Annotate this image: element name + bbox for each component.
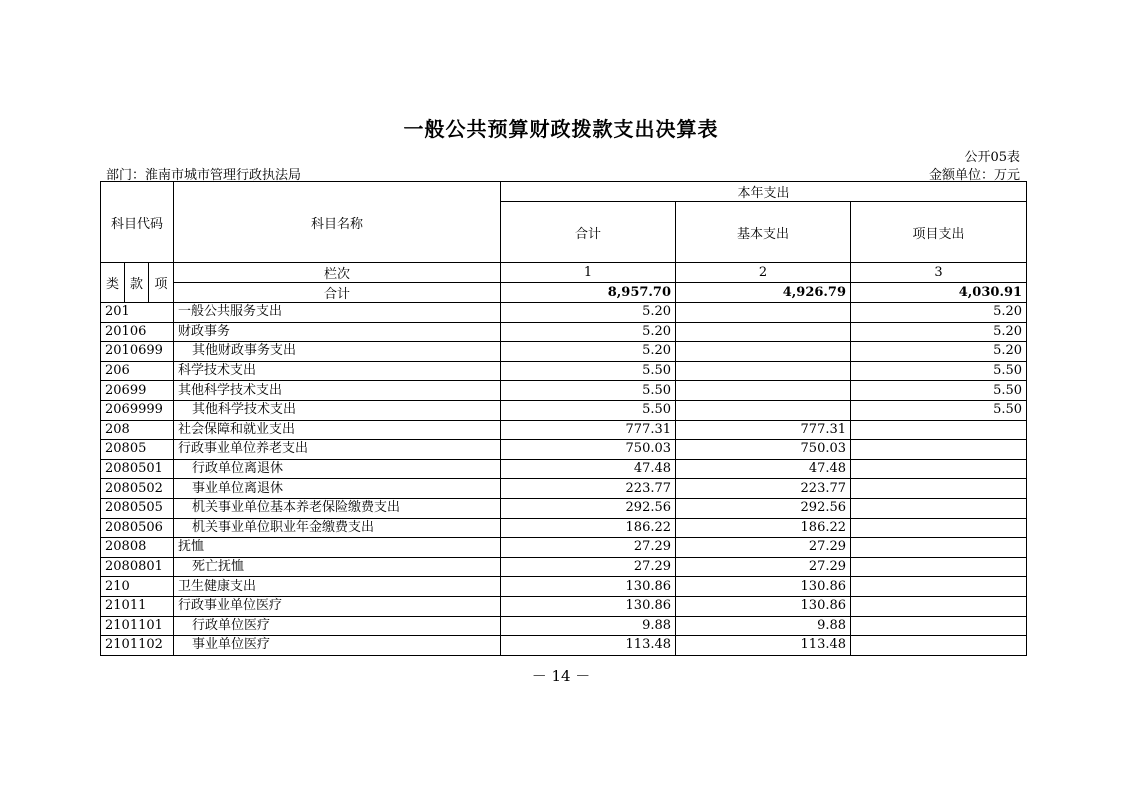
sum-basic: 4,926.79	[676, 283, 851, 303]
row-name: 行政单位离退休	[174, 459, 501, 479]
expenditure-table	[100, 181, 1027, 656]
row-basic	[676, 381, 851, 401]
row-name: 行政单位医疗	[174, 616, 501, 636]
table-row	[101, 557, 1027, 577]
row-basic: 47.48	[676, 459, 851, 479]
sum-label: 合计	[174, 283, 501, 303]
row-name: 科学技术支出	[174, 361, 501, 381]
row-basic: 223.77	[676, 479, 851, 499]
row-total: 27.29	[501, 538, 676, 558]
row-name: 其他科学技术支出	[174, 400, 501, 420]
row-code: 2010699	[101, 342, 174, 362]
row-basic	[676, 342, 851, 362]
header-col3: 3	[851, 263, 1027, 283]
table-row	[101, 342, 1027, 362]
row-name: 抚恤	[174, 538, 501, 558]
row-project	[851, 636, 1027, 656]
row-basic	[676, 400, 851, 420]
row-code: 2080801	[101, 557, 174, 577]
table-row	[101, 498, 1027, 518]
row-name: 事业单位医疗	[174, 636, 501, 656]
row-name: 行政事业单位医疗	[174, 596, 501, 616]
row-code: 20808	[101, 538, 174, 558]
row-basic: 186.22	[676, 518, 851, 538]
header-basic: 基本支出	[676, 202, 851, 263]
row-code: 20106	[101, 322, 174, 342]
row-project	[851, 518, 1027, 538]
row-name: 财政事务	[174, 322, 501, 342]
row-total: 9.88	[501, 616, 676, 636]
row-name: 一般公共服务支出	[174, 303, 501, 323]
row-name: 死亡抚恤	[174, 557, 501, 577]
row-total: 223.77	[501, 479, 676, 499]
header-col1: 1	[501, 263, 676, 283]
row-name: 社会保障和就业支出	[174, 420, 501, 440]
table-row	[101, 518, 1027, 538]
row-total: 5.50	[501, 400, 676, 420]
row-basic: 777.31	[676, 420, 851, 440]
row-project	[851, 557, 1027, 577]
header-total: 合计	[501, 202, 676, 263]
row-total: 5.20	[501, 322, 676, 342]
row-code: 208	[101, 420, 174, 440]
row-project	[851, 538, 1027, 558]
table-number: 公开05表	[964, 150, 1020, 165]
row-code: 206	[101, 361, 174, 381]
row-total: 5.50	[501, 361, 676, 381]
page-number: － 14 －	[531, 667, 591, 685]
row-basic	[676, 322, 851, 342]
header-lei: 类	[101, 263, 125, 303]
department-label: 部门：淮南市城市管理行政执法局	[106, 168, 302, 183]
row-total: 5.50	[501, 381, 676, 401]
row-project	[851, 479, 1027, 499]
row-code: 2080502	[101, 479, 174, 499]
table-row	[101, 538, 1027, 558]
row-code: 21011	[101, 596, 174, 616]
table-row	[101, 577, 1027, 597]
header-name: 科目名称	[174, 182, 501, 263]
table-row	[101, 596, 1027, 616]
row-basic: 113.48	[676, 636, 851, 656]
row-basic	[676, 361, 851, 381]
table-row	[101, 440, 1027, 460]
row-name: 卫生健康支出	[174, 577, 501, 597]
row-total: 777.31	[501, 420, 676, 440]
sum-row	[101, 283, 1027, 303]
row-code: 201	[101, 303, 174, 323]
row-basic: 130.86	[676, 577, 851, 597]
row-code: 2080505	[101, 498, 174, 518]
row-total: 130.86	[501, 596, 676, 616]
row-basic: 9.88	[676, 616, 851, 636]
row-project: 5.20	[851, 303, 1027, 323]
row-project: 5.20	[851, 322, 1027, 342]
header-column-label: 栏次	[174, 263, 501, 283]
header-current-year: 本年支出	[501, 182, 1027, 202]
row-code: 20699	[101, 381, 174, 401]
row-name: 机关事业单位职业年金缴费支出	[174, 518, 501, 538]
row-code: 2101102	[101, 636, 174, 656]
row-code: 20805	[101, 440, 174, 460]
table-row	[101, 361, 1027, 381]
row-code: 2069999	[101, 400, 174, 420]
row-project: 5.50	[851, 400, 1027, 420]
sum-total: 8,957.70	[501, 283, 676, 303]
row-basic: 750.03	[676, 440, 851, 460]
amount-unit-label: 金额单位：万元	[928, 168, 1020, 183]
row-name: 事业单位离退休	[174, 479, 501, 499]
row-name: 行政事业单位养老支出	[174, 440, 501, 460]
row-total: 47.48	[501, 459, 676, 479]
row-name: 其他财政事务支出	[174, 342, 501, 362]
row-code: 210	[101, 577, 174, 597]
row-project: 5.50	[851, 381, 1027, 401]
table-row	[101, 636, 1027, 656]
row-total: 5.20	[501, 303, 676, 323]
row-project	[851, 577, 1027, 597]
row-total: 113.48	[501, 636, 676, 656]
row-project: 5.20	[851, 342, 1027, 362]
row-project	[851, 440, 1027, 460]
table-row	[101, 479, 1027, 499]
header-kuan: 款	[125, 263, 149, 303]
row-total: 130.86	[501, 577, 676, 597]
row-basic: 292.56	[676, 498, 851, 518]
row-basic	[676, 303, 851, 323]
row-project	[851, 596, 1027, 616]
header-code: 科目代码	[101, 182, 174, 263]
row-project	[851, 498, 1027, 518]
row-total: 750.03	[501, 440, 676, 460]
row-code: 2101101	[101, 616, 174, 636]
row-total: 292.56	[501, 498, 676, 518]
table-row	[101, 303, 1027, 323]
table-row	[101, 400, 1027, 420]
row-project	[851, 616, 1027, 636]
row-basic: 130.86	[676, 596, 851, 616]
table-row	[101, 420, 1027, 440]
row-basic: 27.29	[676, 538, 851, 558]
page-title: 一般公共预算财政拨款支出决算表	[403, 117, 719, 141]
header-project: 项目支出	[851, 202, 1027, 263]
header-xiang: 项	[149, 263, 174, 303]
row-total: 27.29	[501, 557, 676, 577]
table-row	[101, 459, 1027, 479]
table-row	[101, 322, 1027, 342]
row-total: 186.22	[501, 518, 676, 538]
row-code: 2080506	[101, 518, 174, 538]
row-total: 5.20	[501, 342, 676, 362]
row-project	[851, 420, 1027, 440]
row-basic: 27.29	[676, 557, 851, 577]
table-row	[101, 381, 1027, 401]
row-name: 机关事业单位基本养老保险缴费支出	[174, 498, 501, 518]
row-project: 5.50	[851, 361, 1027, 381]
row-project	[851, 459, 1027, 479]
row-code: 2080501	[101, 459, 174, 479]
header-col2: 2	[676, 263, 851, 283]
sum-project: 4,030.91	[851, 283, 1027, 303]
table-row	[101, 616, 1027, 636]
row-name: 其他科学技术支出	[174, 381, 501, 401]
